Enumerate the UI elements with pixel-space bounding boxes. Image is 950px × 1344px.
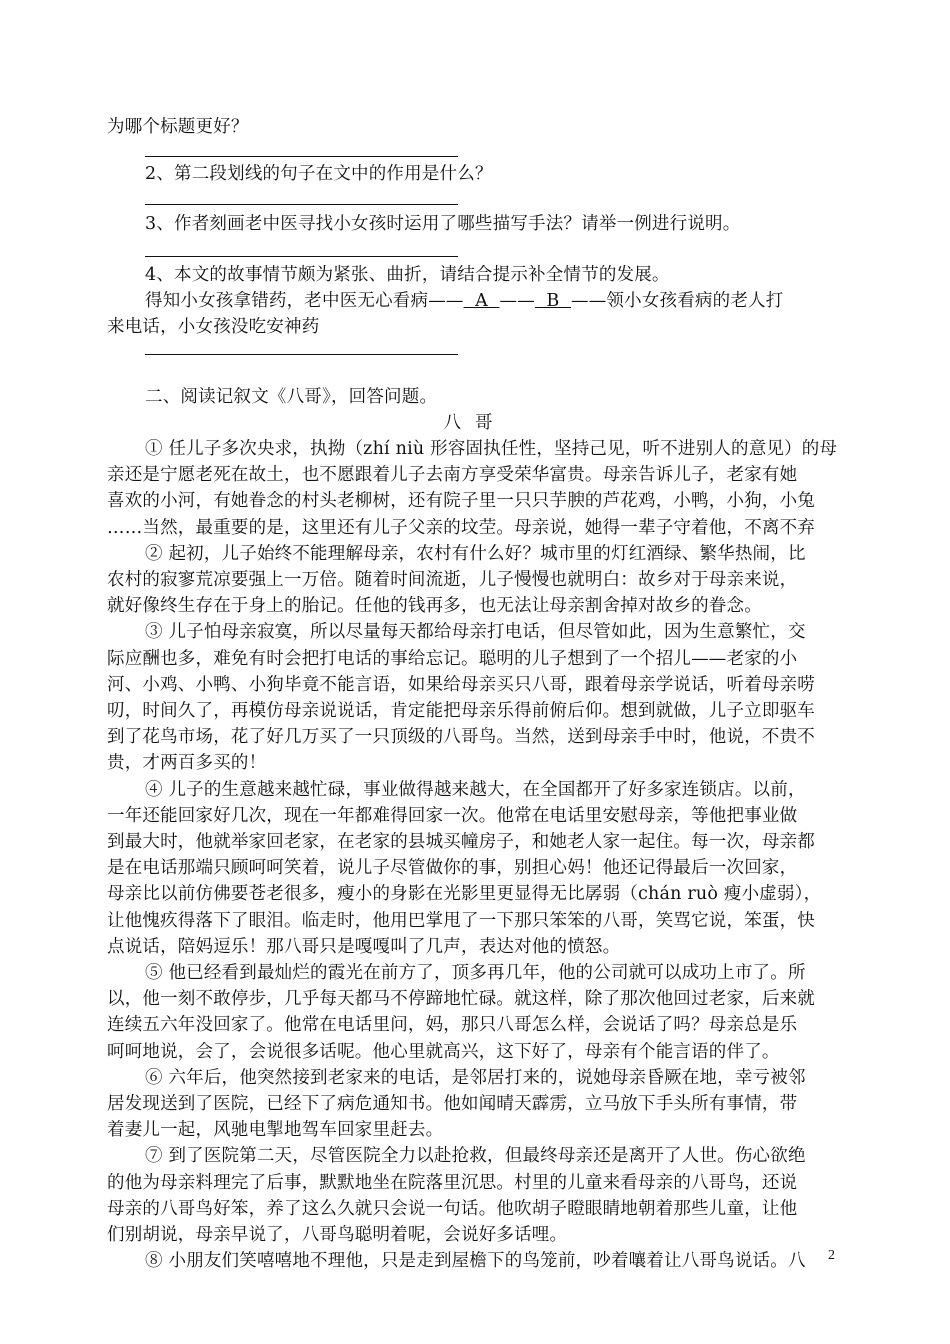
article-line: 一年还能回家好几次，现在一年都难得回家一次。他常在电话里安慰母亲，等他把事业做	[107, 806, 798, 826]
article-line: 亲还是宁愿老死在故土，也不愿跟着儿子去南方享受荣华富贵。母亲告诉儿子，老家有她	[107, 465, 798, 485]
article-line: 着妻儿一起，风驰电掣地驾车回家里赶去。	[107, 1120, 444, 1140]
question-4: 4、本文的故事情节颇为紧张、曲折，请结合提示补全情节的发展。	[145, 265, 670, 285]
article-line: 叨，时间久了，再模仿母亲说说话，肯定能把母亲乐得前俯后仰。想到就做，儿子立即驱车	[107, 701, 815, 721]
article-line: 连续五六年没回家了。他常在电话里问，妈，那只八哥怎么样，会说话了吗？母亲总是乐	[107, 1015, 798, 1035]
article-line: 点说话，陪妈逗乐！那八哥只是嘎嘎叫了几声，表达对他的愤怒。	[107, 937, 621, 957]
article-line: 是在电话那端只顾呵呵笑着，说儿子尽管做你的事，别担心妈！他还记得最后一次回家，	[107, 858, 798, 878]
question-3: 3、作者刻画老中医寻找小女孩时运用了哪些描写手法？请举一例进行说明。	[145, 214, 741, 234]
question-4-prompt-line-1	[145, 288, 845, 314]
article-line: ③ 儿子怕母亲寂寞，所以尽量每天都给母亲打电话，但尽管如此，因为生意繁忙，交	[145, 622, 806, 642]
article-line: 呵呵地说，会了，会说很多话呢。他心里就高兴，这下好了，母亲有个能言语的伴了。	[107, 1042, 780, 1062]
article-line: 母亲比以前仿佛要苍老很多，瘦小的身影在光影里更显得无比孱弱（chán ruò 瘦小虚弱），	[107, 884, 822, 904]
prompt-text: ——领小女孩看病的老人打	[571, 291, 784, 311]
answer-line[interactable]	[145, 204, 458, 205]
article-line: ① 任儿子多次央求，执拗（zhí niù 形容固执任性，坚持己见，听不进别人的意见）的母	[145, 439, 838, 459]
dash: ——	[499, 291, 535, 311]
article-line: 居发现送到了医院，已经下了病危通知书。他如闻晴天霹雳，立马放下手头所有事情，带	[107, 1094, 798, 1114]
article-line: 到了花鸟市场，花了好几万买了一只顶级的八哥鸟。当然，送到母亲手中时，他说，不贵不	[107, 727, 815, 747]
question-2: 2、第二段划线的句子在文中的作用是什么？	[145, 164, 493, 184]
article-line: ⑤ 他已经看到最灿烂的霞光在前方了，顶多再几年，他的公司就可以成功上市了。所	[145, 963, 806, 983]
article-line: 的他为母亲料理完了后事，默默地坐在院落里沉思。村里的儿童来看母亲的八哥鸟，还说	[107, 1173, 798, 1193]
section-2-heading: 二、阅读记叙文《八哥》，回答问题。	[145, 387, 438, 407]
article-line: 喜欢的小河，有她眷念的村头老柳树，还有院子里一只只芋腴的芦花鸡，小鸭，小狗，小兔	[107, 491, 815, 511]
question-4-prompt-line-2: 来电话，小女孩没吃安神药	[107, 317, 320, 337]
article-line: 农村的寂寥荒凉要强上一万倍。随着时间流逝，儿子慢慢也就明白：故乡对于母亲来说，	[107, 570, 798, 590]
article-line: 们别胡说，母亲早说了，八哥鸟聪明着呢，会说好多话哩。	[107, 1225, 568, 1245]
article-line: 到最大时，他就举家回老家，在老家的县城买幢房子，和她老人家一起住。每一次，母亲都	[107, 832, 815, 852]
answer-line[interactable]	[145, 354, 458, 355]
article-line: ④ 儿子的生意越来越忙碌，事业做得越来越大，在全国都开了好多家连锁店。以前，	[145, 780, 806, 800]
answer-line[interactable]	[145, 256, 458, 257]
article-line: 母亲的八哥鸟好笨，养了这么久就只会说一句话。他吹胡子瞪眼睛地朝着那些儿童，让他	[107, 1199, 798, 1219]
answer-line[interactable]	[145, 156, 458, 157]
prompt-text: 得知小女孩拿错药，老中医无心看病——	[145, 291, 464, 311]
blank-a[interactable]: A	[463, 291, 500, 311]
article-line: ⑥ 六年后，他突然接到老家来的电话，是邻居打来的，说她母亲昏厥在地，幸亏被邻	[145, 1068, 806, 1088]
page-number: 2	[828, 1248, 835, 1263]
article-line: ⑦ 到了医院第二天，尽管医院全力以赴抢救，但最终母亲还是离开了人世。伤心欲绝	[145, 1146, 806, 1166]
article-line: 让他愧疚得落下了眼泪。临走时，他用巴掌甩了一下那只笨笨的八哥，笑骂它说，笨蛋，快	[107, 911, 815, 931]
question-1-continuation: 为哪个标题更好？	[107, 117, 249, 137]
article-line: 以，他一刻不敢停步，几乎每天都马不停蹄地忙碌。就这样，除了那次他回过老家，后来就	[107, 989, 815, 1009]
article-line: 际应酬也多，难免有时会把打电话的事给忘记。聪明的儿子想到了一个招儿——老家的小	[107, 649, 798, 669]
article-line: 就好像终生存在于身上的胎记。任他的钱再多，也无法让母亲割舍掉对故乡的眷念。	[107, 596, 762, 616]
article-title-text: 八哥	[443, 413, 507, 433]
article-line: ……当然，最重要的是，这里还有儿子父亲的坟茔。母亲说，她得一辈子守着他，不离不弃	[107, 518, 815, 538]
article-line: ⑧ 小朋友们笑嘻嘻地不理他，只是走到屋檐下的鸟笼前，吵着嚷着让八哥鸟说话。八	[145, 1251, 806, 1271]
article-line: 河、小鸡、小鸭、小狗毕竟不能言语，如果给母亲买只八哥，跟着母亲学说话，听着母亲唠	[107, 675, 815, 695]
blank-b[interactable]: B	[534, 291, 572, 311]
article-line: ② 起初，儿子始终不能理解母亲，农村有什么好？城市里的灯红酒绿、繁华热闹，比	[145, 544, 806, 564]
article-title	[0, 410, 950, 436]
article-line: 贵，才两百多买的！	[107, 753, 267, 773]
